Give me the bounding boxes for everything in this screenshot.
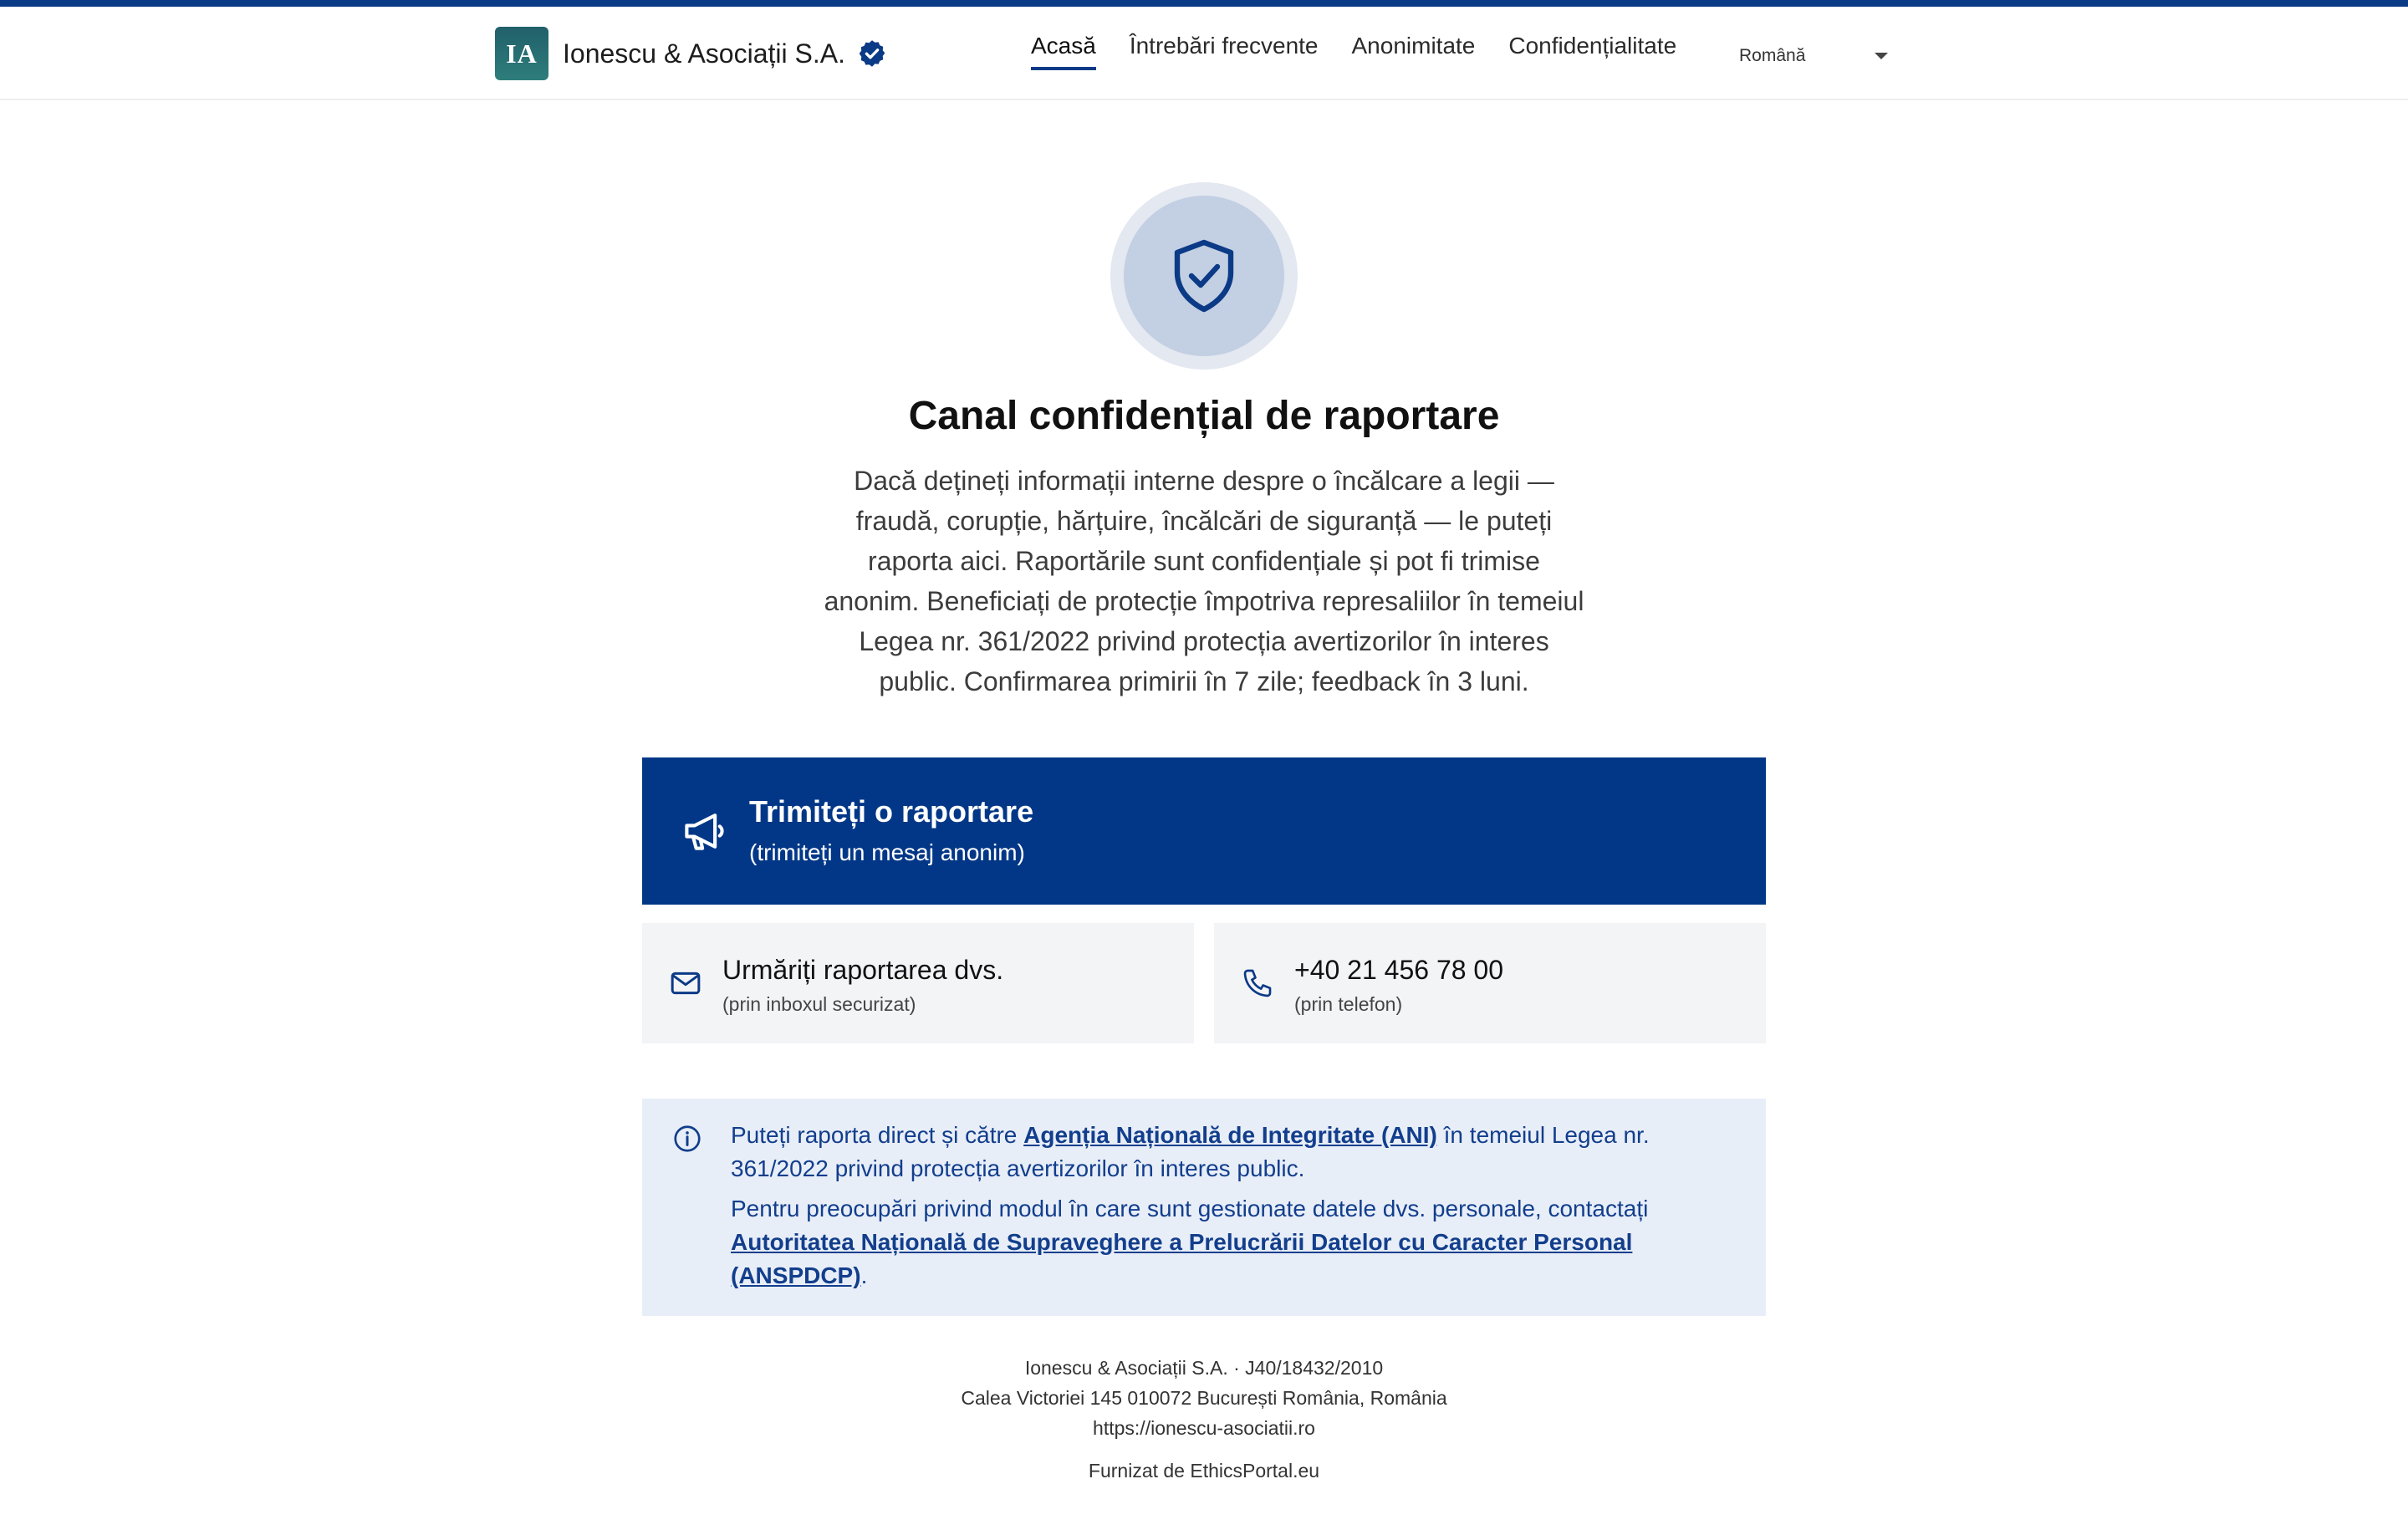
info-text-segment: Puteți raporta direct și către: [731, 1122, 1024, 1148]
phone-icon: [1241, 966, 1274, 1000]
page-title: Canal confidențial de raportare: [908, 394, 1500, 438]
footer-website-link[interactable]: https://ionescu-asociatii.ro: [1093, 1417, 1315, 1439]
info-paragraph-anspdcp: [731, 1192, 1676, 1293]
nav-home[interactable]: Acasă: [1031, 32, 1096, 70]
brand[interactable]: [495, 27, 887, 80]
shield-check-icon: [1164, 236, 1244, 316]
phone-subtitle: (prin telefon): [1294, 993, 1403, 1015]
shield-badge-inner: [1124, 196, 1284, 356]
envelope-icon: [669, 966, 702, 1000]
chevron-down-icon: [1875, 53, 1888, 59]
footer-company-registration: Ionescu & Asociații S.A. · J40/18432/2010: [1024, 1357, 1384, 1379]
footer-address: Calea Victoriei 145 010072 București România, România: [961, 1387, 1447, 1409]
info-text-segment: Pentru preocupări privind modul în care sunt gestionate datele dvs. personale, contactați: [731, 1196, 1649, 1221]
language-label: Română: [1739, 46, 1806, 65]
site-header: [0, 7, 2408, 100]
ani-link[interactable]: Agenția Națională de Integritate (ANI): [1023, 1122, 1437, 1148]
nav-faq[interactable]: Întrebări frecvente: [1129, 33, 1319, 59]
main-nav: [1031, 32, 1710, 82]
verified-badge-icon: [857, 38, 887, 69]
info-paragraph-ani: [731, 1119, 1676, 1186]
submit-report-button[interactable]: [642, 757, 1766, 905]
info-text-segment: .: [860, 1262, 868, 1288]
nav-anonymity[interactable]: Anonimitate: [1351, 33, 1476, 59]
intro-text: Dacă dețineți informații interne despre o încălcare a legii — fraudă, corupție, hărțuire, încălcări de siguranță — le puteți raporta aici. Raportările sunt confidențiale și pot fi trimise anonim. Beneficiați de protecție împotriva represaliilor în temeiul Legea nr. 361/2022 privind protecția avertizorilor în interes public. Confirmarea primirii în 7 zile; feedback în 3 luni.: [824, 466, 1584, 696]
submit-report-title: Trimiteți o raportare: [749, 794, 1034, 829]
anspdcp-link[interactable]: Autoritatea Națională de Supraveghere a Prelucrării Datelor cu Caracter Personal (ANSPDCP): [731, 1229, 1633, 1288]
phone-report-button[interactable]: [1214, 923, 1766, 1043]
site-footer: [702, 1353, 1706, 1443]
track-report-subtitle: (prin inboxul securizat): [722, 993, 916, 1015]
submit-report-subtitle: (trimiteți un mesaj anonim): [749, 839, 1025, 865]
shield-badge: [1110, 182, 1298, 370]
info-icon: [672, 1124, 702, 1154]
megaphone-icon: [679, 806, 729, 856]
top-accent-bar: [0, 0, 2408, 7]
company-name: Ionescu & Asociații S.A.: [563, 38, 845, 69]
nav-privacy[interactable]: Confidențialitate: [1508, 33, 1677, 59]
info-text: [731, 1119, 1676, 1293]
external-reporting-info: [642, 1099, 1766, 1316]
powered-by-link[interactable]: Furnizat de EthicsPortal.eu: [1088, 1460, 1320, 1482]
phone-number: +40 21 456 78 00: [1294, 955, 1504, 985]
track-report-title: Urmăriți raportarea dvs.: [722, 955, 1004, 985]
info-text-segment: în temeiul Legea nr. 361/2022 privind protecția avertizorilor în interes public.: [731, 1122, 1650, 1181]
company-logo: IA: [495, 27, 548, 80]
language-select[interactable]: [1739, 43, 1888, 69]
track-report-button[interactable]: [642, 923, 1194, 1043]
